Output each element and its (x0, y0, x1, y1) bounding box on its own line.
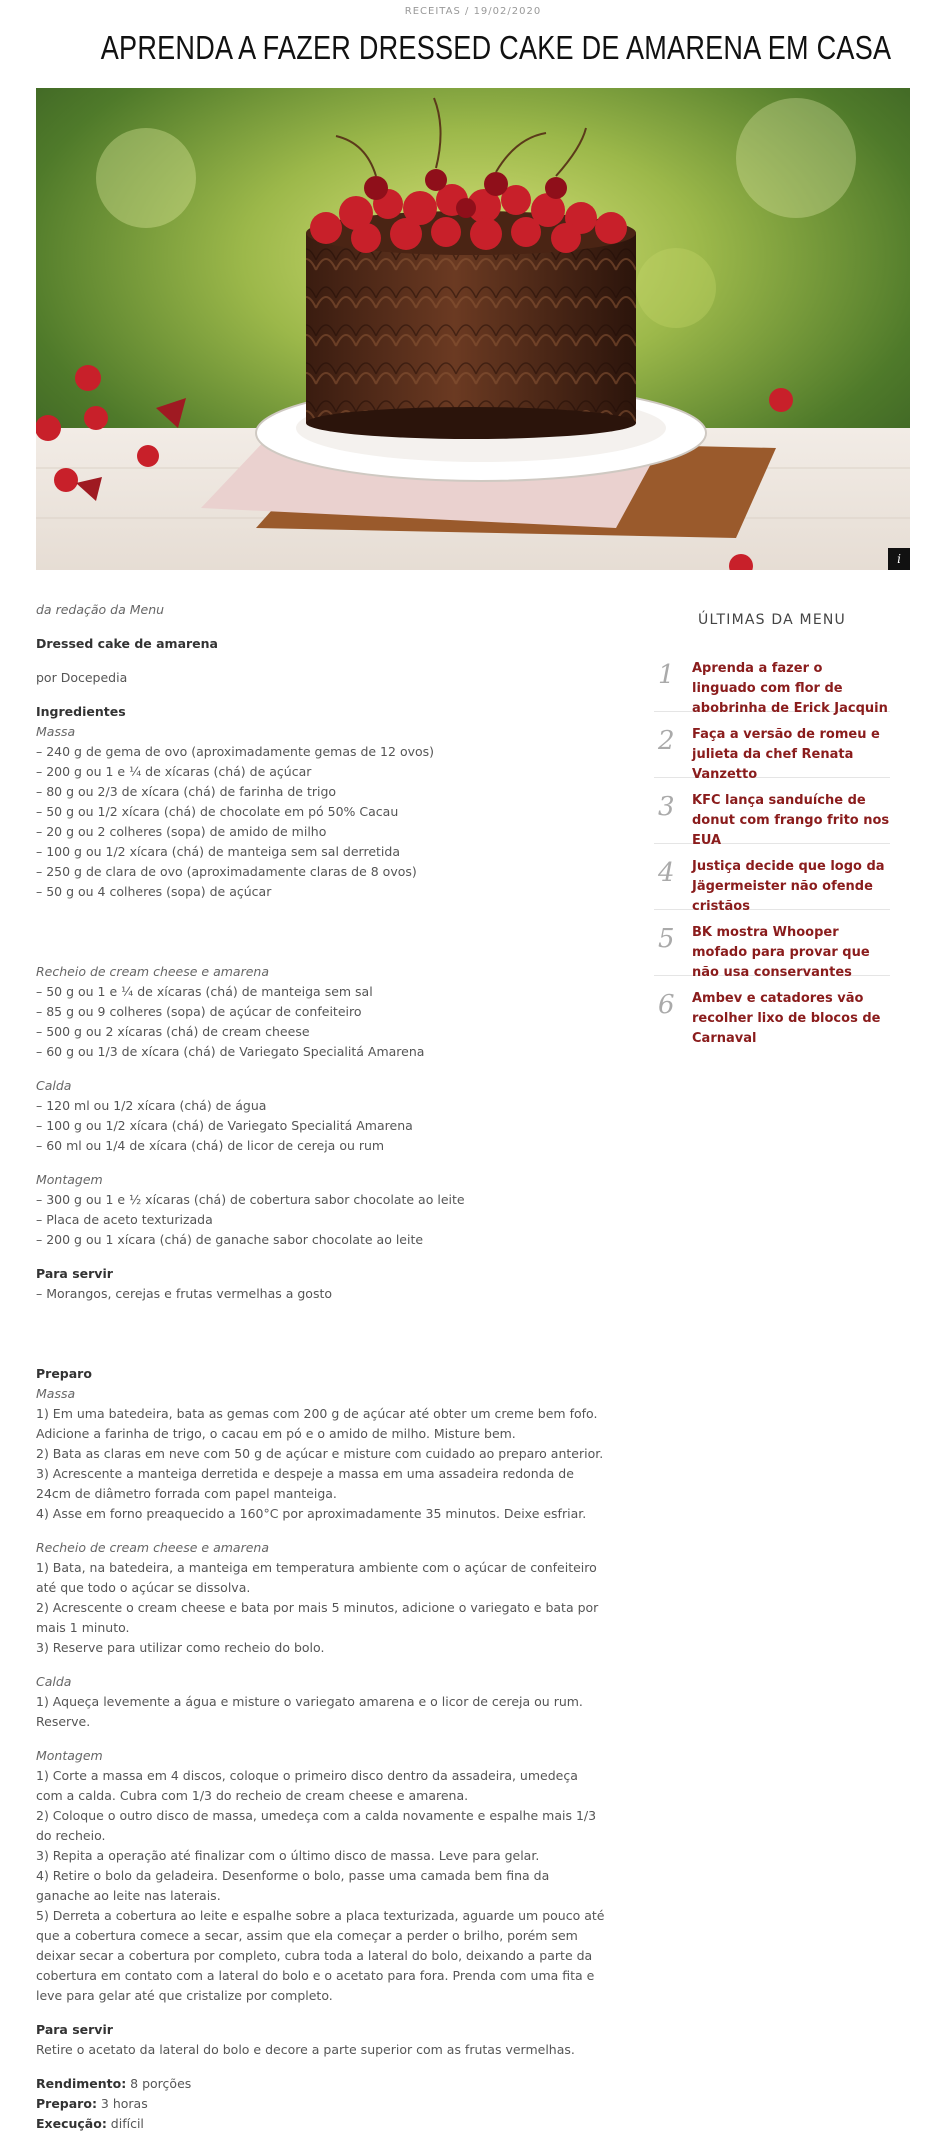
preparo-time-line (36, 2094, 606, 2114)
page (36, 0, 910, 2131)
sidebar-item[interactable] (654, 712, 890, 782)
sidebar-item-link[interactable]: BK mostra Whooper mofado para provar que não usa conservantes (692, 925, 870, 980)
recheio-heading: Recheio de cream cheese e amarena (36, 964, 269, 979)
sidebar-item[interactable] (654, 976, 890, 1046)
sidebar-item-link[interactable]: KFC lança sanduíche de donut com frango frito nos EUA (692, 793, 890, 848)
preparo-servir-heading: Para servir (36, 2022, 113, 2037)
preparo-calda-heading: Calda (36, 1674, 72, 1689)
sidebar-item-link[interactable]: Ambev e catadores vão recolher lixo de blocos de Carnaval (692, 991, 881, 1046)
list-item: – 200 g ou 1 xícara (chá) de ganache sabor chocolate ao leite (36, 1232, 424, 1247)
recipe-title: Dressed cake de amarena (36, 636, 218, 651)
step-item: 1) Aqueça levemente a água e misture o variegato amarena e o licor de cereja ou rum. Reserve. (36, 1694, 583, 1729)
montagem-heading: Montagem (36, 1172, 103, 1187)
step-item: 3) Repita a operação até finalizar com o último disco de massa. Leve para gelar. (36, 1848, 540, 1863)
post-meta (36, 0, 910, 20)
post-date: 19/02/2020 (473, 6, 542, 17)
preparo-heading: Preparo (36, 1366, 92, 1381)
list-item: – 120 ml ou 1/2 xícara (chá) de água (36, 1098, 267, 1113)
list-item: – 240 g de gema de ovo (aproximadamente gemas de 12 ovos) (36, 744, 435, 759)
preparo-montagem-heading: Montagem (36, 1748, 103, 1763)
list-item: – 100 g ou 1/2 xícara (chá) de Variegato Specialitá Amarena (36, 1118, 413, 1133)
sidebar-item[interactable] (654, 910, 890, 980)
list-item: – 60 ml ou 1/4 de xícara (chá) de licor de cereja ou rum (36, 1138, 385, 1153)
sidebar-item-link[interactable]: Aprenda a fazer o linguado com flor de abobrinha de Erick Jacquin (692, 661, 888, 716)
calda-heading: Calda (36, 1078, 72, 1093)
sidebar-item-number: 5 (658, 924, 675, 954)
step-item: 1) Em uma batedeira, bata as gemas com 200 g de açúcar até obter um creme bem fofo. Adicione a farinha de trigo, o cacau em pó e o amido de milho. Misture bem. (36, 1406, 598, 1441)
meta-separator: / (460, 6, 474, 17)
list-item: – 100 g ou 1/2 xícara (chá) de manteiga sem sal derretida (36, 844, 400, 859)
byline: da redação da Menu (36, 602, 165, 617)
list-item: – 250 g de clara de ovo (aproximadamente claras de 8 ovos) (36, 864, 417, 879)
sidebar-item-number: 3 (658, 792, 675, 822)
ingredients-heading: Ingredientes (36, 704, 126, 719)
step-item: 2) Acrescente o cream cheese e bata por mais 5 minutos, adicione o variegato e bata por mais 1 minuto. (36, 1600, 599, 1635)
sidebar-item[interactable] (654, 778, 890, 848)
sidebar-item-number: 4 (658, 858, 675, 888)
step-item: 5) Derreta a cobertura ao leite e espalhe sobre a placa texturizada, aguarde um pouco até que a cobertura comece a secar, assim que ela começar a perder o brilho, porém sem deixar secar a cobertura por completo, cubra toda a lateral do bolo, deixando a parte da cobertura em contato com a lateral do bolo e o acetato para fora. Prenda com uma fita e leve para gelar até que cristalize por completo. (36, 1908, 605, 2003)
preparo-time-label: Preparo: (36, 2096, 97, 2111)
preparo-time-value: 3 horas (96, 2096, 148, 2111)
sidebar-item-link[interactable]: Justiça decide que logo da Jägermeister não ofende cristãos (692, 859, 885, 914)
list-item: – Placa de aceto texturizada (36, 1212, 213, 1227)
info-icon[interactable]: i (888, 548, 910, 570)
category-link[interactable]: RECEITAS (404, 6, 461, 17)
title-row (36, 24, 910, 72)
list-item: – 80 g ou 2/3 de xícara (chá) de farinha de trigo (36, 784, 337, 799)
step-item: 2) Bata as claras em neve com 50 g de açúcar e misture com cuidado ao preparo anterior. (36, 1446, 604, 1461)
execucao-label: Execução: (36, 2116, 107, 2131)
preparo-massa-heading: Massa (36, 1386, 76, 1401)
step-item: 1) Corte a massa em 4 discos, coloque o primeiro disco dentro da assadeira, umedeça com a calda. Cubra com 1/3 do recheio de cream cheese e amarena. (36, 1768, 578, 1803)
sidebar-item[interactable] (654, 844, 890, 914)
sidebar-title: ÚLTIMAS DA MENU (698, 612, 846, 628)
rendimento-label: Rendimento: (36, 2076, 127, 2091)
list-item: – Morangos, cerejas e frutas vermelhas a gosto (36, 1286, 333, 1301)
author: por Docepedia (36, 670, 128, 685)
step-item: 1) Bata, na batedeira, a manteiga em temperatura ambiente com o açúcar de confeiteiro até que todo o açúcar se dissolva. (36, 1560, 597, 1595)
hero-image (36, 88, 910, 570)
rendimento-value: 8 porções (126, 2076, 192, 2091)
list-item: – 50 g ou 1/2 xícara (chá) de chocolate em pó 50% Cacau (36, 804, 399, 819)
sidebar-item-link[interactable]: Faça a versão de romeu e julieta da chef Renata Vanzetto (692, 727, 880, 782)
step-item: 3) Acrescente a manteiga derretida e despeje a massa em uma assadeira redonda de 24cm de diâmetro forrada com papel manteiga. (36, 1466, 574, 1501)
page-title: APRENDA A FAZER DRESSED CAKE DE AMARENA EM CASA (100, 29, 892, 66)
step-item: 3) Reserve para utilizar como recheio do bolo. (36, 1640, 325, 1655)
servir-heading: Para servir (36, 1266, 113, 1281)
latest-news-sidebar (654, 612, 890, 1046)
massa-heading: Massa (36, 724, 76, 739)
sidebar-item-number: 1 (658, 660, 675, 690)
list-item: – 300 g ou 1 e ½ xícaras (chá) de cobertura sabor chocolate ao leite (36, 1192, 465, 1207)
execucao-value: difícil (106, 2116, 144, 2131)
cake-photo (36, 88, 910, 570)
list-item: – 500 g ou 2 xícaras (chá) de cream cheese (36, 1024, 310, 1039)
list-item: – 60 g ou 1/3 de xícara (chá) de Variegato Specialitá Amarena (36, 1044, 425, 1059)
sidebar-item-number: 6 (658, 990, 675, 1020)
list-item: – 20 g ou 2 colheres (sopa) de amido de milho (36, 824, 327, 839)
execucao-line (36, 2114, 606, 2134)
rendimento-line (36, 2074, 606, 2094)
sidebar-item-number: 2 (658, 726, 675, 756)
article-body (36, 600, 606, 2134)
list-item: – 50 g ou 1 e ¼ de xícaras (chá) de manteiga sem sal (36, 984, 373, 999)
sidebar-item[interactable] (654, 646, 890, 716)
step-item: 2) Coloque o outro disco de massa, umedeça com a calda novamente e espalhe mais 1/3 do recheio. (36, 1808, 597, 1843)
list-item: – 200 g ou 1 e ¼ de xícaras (chá) de açúcar (36, 764, 312, 779)
step-item: Retire o acetato da lateral do bolo e decore a parte superior com as frutas vermelhas. (36, 2042, 575, 2057)
step-item: 4) Retire o bolo da geladeira. Desenforme o bolo, passe uma camada bem fina da ganache ao leite nas laterais. (36, 1868, 550, 1903)
list-item: – 85 g ou 9 colheres (sopa) de açúcar de confeiteiro (36, 1004, 362, 1019)
preparo-recheio-heading: Recheio de cream cheese e amarena (36, 1540, 269, 1555)
list-item: – 50 g ou 4 colheres (sopa) de açúcar (36, 884, 272, 899)
step-item: 4) Asse em forno preaquecido a 160°C por aproximadamente 35 minutos. Deixe esfriar. (36, 1506, 587, 1521)
